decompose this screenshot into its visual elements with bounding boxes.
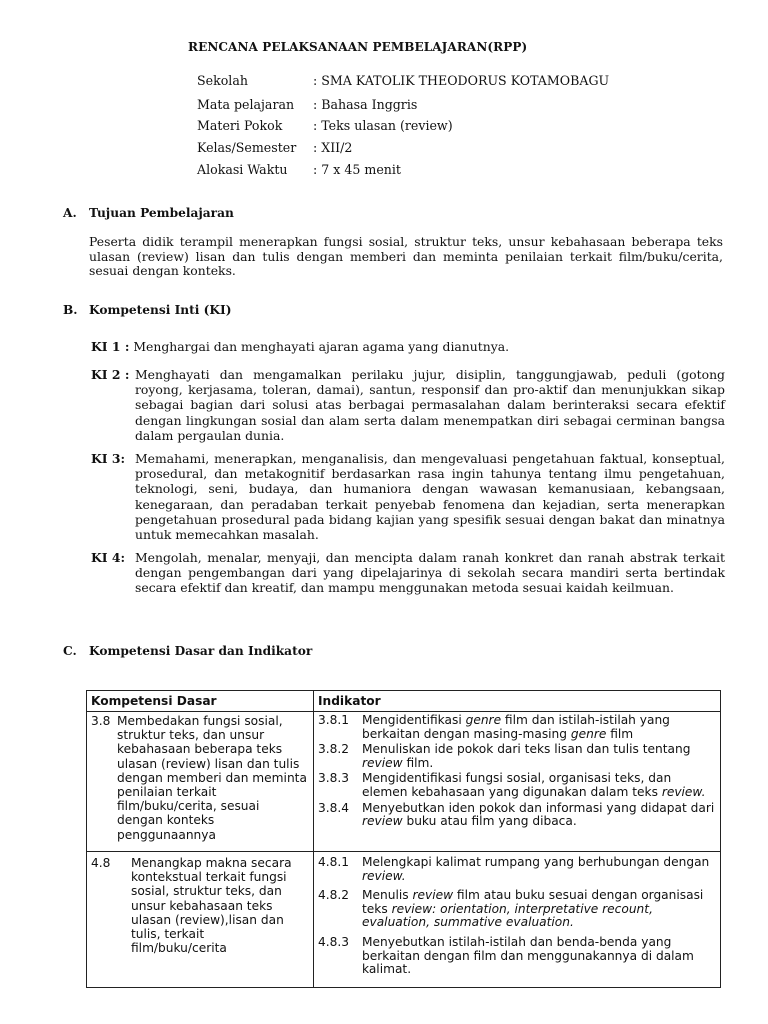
ki-2 — [91, 367, 725, 443]
indicator-text: Mengidentifikasi fungsi sosial, organisasi teks, dan elemen kebahasaan yang digunakan dalam teks — [362, 771, 672, 799]
indicator-text: Mengidentifikasi — [362, 713, 466, 727]
table-row — [87, 852, 721, 988]
indicator-emphasis: review. — [362, 868, 406, 883]
identity-value: : SMA KATOLIK THEODORUS KOTAMOBAGU — [313, 73, 610, 88]
indicator-cell — [314, 852, 721, 988]
table-row — [87, 712, 721, 852]
indicator-text: Menuliskan ide pokok dari teks lisan dan tulis tentang — [362, 742, 691, 757]
indicator-text: Menyebutkan iden pokok dan informasi yang didapat dari — [362, 800, 715, 815]
ki-label: KI 4: — [91, 550, 126, 565]
kd-number: 3.8 — [91, 714, 111, 728]
identity-value: : Teks ulasan (review) — [313, 118, 453, 133]
indicator-item — [318, 743, 716, 770]
indicator-text: Menyebutkan istilah-istilah dan benda-benda yang berkaitan dengan film dan menggunakannya di dalam kalimat. — [362, 934, 694, 977]
document-title: RENCANA PELAKSANAAN PEMBELAJARAN(RPP) — [188, 40, 528, 54]
indicator-emphasis: review — [362, 755, 403, 770]
indicator-text: film — [606, 726, 634, 741]
kd-number: 4.8 — [91, 856, 111, 870]
identity-value: : 7 x 45 menit — [313, 162, 401, 177]
section-a-heading — [63, 206, 234, 220]
table-header-row — [87, 691, 721, 712]
indicator-emphasis: genre — [570, 726, 607, 741]
section-letter: C. — [63, 644, 77, 658]
indicator-number: 3.8.2 — [318, 742, 350, 757]
section-letter: A. — [63, 206, 77, 220]
indicator-number: 4.8.3 — [318, 934, 350, 949]
indicator-emphasis: review — [362, 814, 403, 829]
identity-value: : XII/2 — [313, 140, 353, 155]
ki-text: Menghayati dan mengamalkan perilaku jujur, disiplin, tanggungjawab, peduli (gotong royong, kerjasama, toleran, damai), santun, responsif dan pro-aktif dan menunjukkan sikap sebagai bagian dari solusi atas berbagai permasalahan dalam berinteraksi secara efektif dengan lingkungan sosial dan alam serta dalam menempatkan diri sebagai cerminan bangsa dalam pergaulan dunia. — [135, 367, 725, 443]
ki-3 — [91, 451, 725, 542]
kd-indicator-table — [86, 690, 721, 988]
indicator-emphasis: genre — [465, 713, 502, 727]
identity-label: Materi Pokok — [197, 118, 283, 133]
ki-1 — [91, 339, 725, 354]
section-b-heading — [63, 303, 232, 317]
section-title: Kompetensi Inti (KI) — [89, 303, 232, 317]
kd-text: Menangkap makna secara kontekstual terkait fungsi sosial, struktur teks, dan unsur kebahasaan teks ulasan (review),lisan dan tulis, terkait film/buku/cerita — [131, 856, 292, 956]
indicator-item — [318, 802, 716, 829]
indicator-emphasis: review: orientation, interpretative recount, evaluation, summative evaluation. — [362, 901, 653, 930]
indicator-number: 4.8.2 — [318, 888, 350, 903]
section-title: Tujuan Pembelajaran — [89, 206, 234, 220]
ki-text: Menghargai dan menghayati ajaran agama yang dianutnya. — [133, 339, 510, 354]
indicator-emphasis: review — [412, 888, 454, 903]
indicator-item — [318, 936, 716, 977]
ki-4 — [91, 550, 725, 596]
indicator-text: film. — [402, 755, 434, 770]
indicator-text: Menulis — [362, 888, 413, 903]
identity-label: Kelas/Semester — [197, 140, 297, 155]
kd-text: Membedakan fungsi sosial, struktur teks, dan unsur kebahasaan beberapa teks ulasan (review) lisan dan tulis dengan memberi dan meminta penilaian terkait film/buku/cerita, sesuai dengan konteks penggunaannya — [117, 714, 307, 842]
identity-label: Mata pelajaran — [197, 97, 295, 112]
table-header-kd: Kompetensi Dasar — [87, 691, 314, 712]
indicator-number: 3.8.3 — [318, 771, 350, 786]
ki-label: KI 2 : — [91, 367, 130, 382]
identity-value: : Bahasa Inggris — [313, 97, 418, 112]
section-a-text: Peserta didik terampil menerapkan fungsi sosial, struktur teks, unsur kebahasaan beberapa teks ulasan (review) lisan dan tulis dengan memberi dan meminta penilaian terkait film/buku/cerita, sesuai dengan konteks. — [89, 234, 723, 279]
indicator-text: film dan istilah-istilah yang berkaitan dengan masing-masing — [362, 713, 670, 741]
indicator-number: 3.8.4 — [318, 800, 350, 815]
identity-label: Sekolah — [197, 73, 248, 88]
indicator-cell — [314, 712, 721, 852]
ki-text: Mengolah, menalar, menyaji, dan mencipta dalam ranah konkret dan ranah abstrak terkait dengan pengembangan dari yang dipelajarinya di sekolah secara mandiri serta bertindak secara efektif dan kreatif, dan mampu menggunakan metoda sesuai kaidah keilmuan. — [135, 550, 725, 596]
indicator-text: Melengkapi kalimat rumpang yang berhubungan dengan — [362, 855, 710, 869]
indicator-item — [318, 714, 716, 741]
kd-cell — [87, 712, 314, 852]
section-letter: B. — [63, 303, 78, 317]
table-header-indicator: Indikator — [314, 691, 721, 712]
indicator-text: film atau buku sesuai dengan organisasi teks — [362, 888, 704, 916]
ki-label: KI 1 : — [91, 339, 130, 354]
indicator-item — [318, 772, 716, 799]
indicator-item — [318, 856, 716, 883]
section-c-heading — [63, 644, 312, 658]
indicator-number: 4.8.1 — [318, 855, 350, 869]
indicator-emphasis: review. — [661, 784, 706, 799]
kd-cell — [87, 852, 314, 988]
indicator-item — [318, 889, 716, 930]
section-title: Kompetensi Dasar dan Indikator — [89, 644, 313, 658]
indicator-number: 3.8.1 — [318, 713, 350, 727]
identity-label: Alokasi Waktu — [197, 162, 288, 177]
ki-text: Memahami, menerapkan, menganalisis, dan mengevaluasi pengetahuan faktual, konseptual, prosedural, dan metakognitif berdasarkan rasa ingin tahunya tentang ilmu pengetahuan, teknologi, seni, budaya, dan humaniora dengan wawasan kemanusiaan, kebangsaan, kenegaraan, dan peradaban terkait penyebab fenomena dan kejadian, serta menerapkan pengetahuan prosedural pada bidang kajian yang spesifik sesuai dengan bakat dan minatnya untuk memecahkan masalah. — [135, 451, 725, 543]
indicator-text: buku atau film yang dibaca. — [402, 814, 577, 829]
ki-label: KI 3: — [91, 451, 126, 466]
